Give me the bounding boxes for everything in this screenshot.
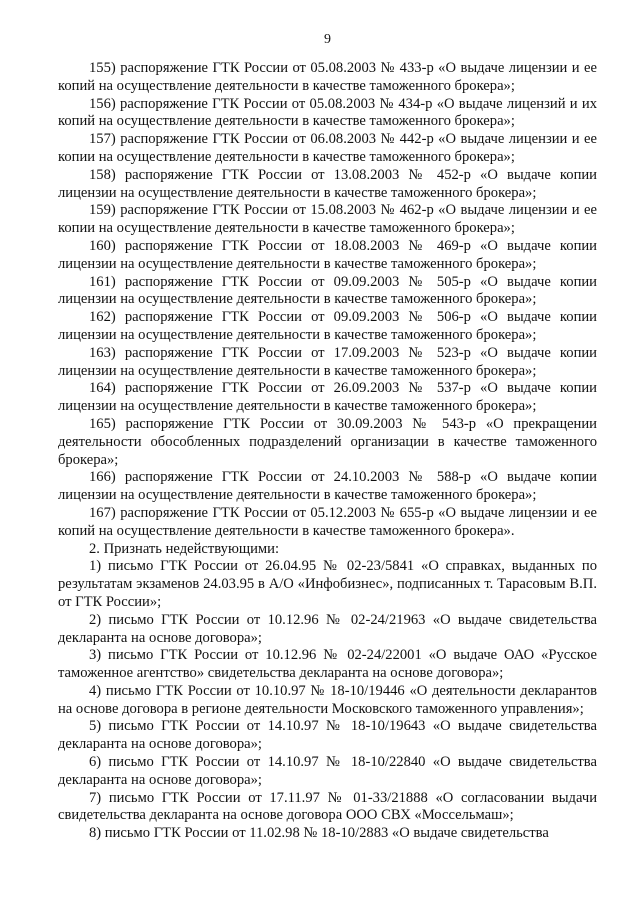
paragraph: 163) распоряжение ГТК России от 17.09.2003 № 523-р «О выдаче копии лицензии на осуществление деятельности в качестве таможенного брокера»;	[58, 344, 597, 379]
paragraph: 165) распоряжение ГТК России от 30.09.2003 № 543-р «О прекращении деятельности обособленных подразделений организации в качестве таможенного брокера»;	[58, 415, 597, 468]
paragraph: 159) распоряжение ГТК России от 15.08.2003 № 462-р «О выдаче лицензии и ее копии на осуществление деятельности в качестве таможенного брокера»;	[58, 202, 597, 237]
paragraph: 158) распоряжение ГТК России от 13.08.2003 № 452-р «О выдаче копии лицензии на осуществление деятельности в качестве таможенного брокера»;	[58, 166, 597, 201]
document-body	[58, 60, 597, 843]
paragraph: 160) распоряжение ГТК России от 18.08.2003 № 469-р «О выдаче копии лицензии на осуществление деятельности в качестве таможенного брокера»;	[58, 237, 597, 272]
paragraph: 162) распоряжение ГТК России от 09.09.2003 № 506-р «О выдаче копии лицензии на осуществление деятельности в качестве таможенного брокера»;	[58, 309, 597, 343]
paragraph: 4) письмо ГТК России от 10.10.97 № 18-10/19446 «О деятельности декларантов на основе договора в регионе деятельности Московского таможенного управления»;	[58, 682, 597, 717]
paragraph: 6) письмо ГТК России от 14.10.97 № 18-10/22840 «О выдаче свидетельства декларанта на основе договора»;	[58, 754, 597, 788]
paragraph: 167) распоряжение ГТК России от 05.12.2003 № 655-р «О выдаче лицензии и ее копий на осуществление деятельности в качестве таможенного брокера».	[58, 504, 597, 539]
paragraph: 2) письмо ГТК России от 10.12.96 № 02-24/21963 «О выдаче свидетельства декларанта на основе договора»;	[58, 611, 597, 646]
paragraph: 155) распоряжение ГТК России от 05.08.2003 № 433-р «О выдаче лицензии и ее копий на осуществление деятельности в качестве таможенного брокера»;	[58, 60, 597, 94]
paragraph: 164) распоряжение ГТК России от 26.09.2003 № 537-р «О выдаче копии лицензии на осуществление деятельности в качестве таможенного брокера»;	[58, 380, 597, 415]
paragraph: 166) распоряжение ГТК России от 24.10.2003 № 588-р «О выдаче копии лицензии на осуществление деятельности в качестве таможенного брокера»;	[58, 469, 597, 504]
page-number: 9	[324, 32, 331, 47]
paragraph: 1) письмо ГТК России от 26.04.95 № 02-23/5841 «О справках, выданных по результатам экзаменов 24.03.95 в А/О «Инфобизнес», подписанных т. Тарасовым В.П. от ГТК России»;	[58, 558, 597, 610]
paragraph: 161) распоряжение ГТК России от 09.09.2003 № 505-р «О выдаче копии лицензии на осуществление деятельности в качестве таможенного брокера»;	[58, 273, 597, 308]
paragraph: 8) письмо ГТК России от 11.02.98 № 18-10/2883 «О выдаче свидетельства	[89, 825, 549, 842]
paragraph: 156) распоряжение ГТК России от 05.08.2003 № 434-р «О выдаче лицензий и их копий на осуществление деятельности в качестве таможенного брокера»;	[58, 95, 597, 130]
paragraph: 7) письмо ГТК России от 17.11.97 № 01-33/21888 «О согласовании выдачи свидетельства декларанта на основе договора ООО СВХ «Моссельмаш»;	[58, 789, 597, 824]
paragraph: 3) письмо ГТК России от 10.12.96 № 02-24/22001 «О выдаче ОАО «Русское таможенное агентство» свидетельства декларанта на основе договора»;	[58, 647, 597, 682]
section-heading: 2. Признать недействующими:	[89, 540, 279, 557]
paragraph: 5) письмо ГТК России от 14.10.97 № 18-10/19643 «О выдаче свидетельства декларанта на основе договора»;	[58, 718, 597, 753]
paragraph: 157) распоряжение ГТК России от 06.08.2003 № 442-р «О выдаче лицензии и ее копии на осуществление деятельности в качестве таможенного брокера»;	[58, 131, 597, 165]
